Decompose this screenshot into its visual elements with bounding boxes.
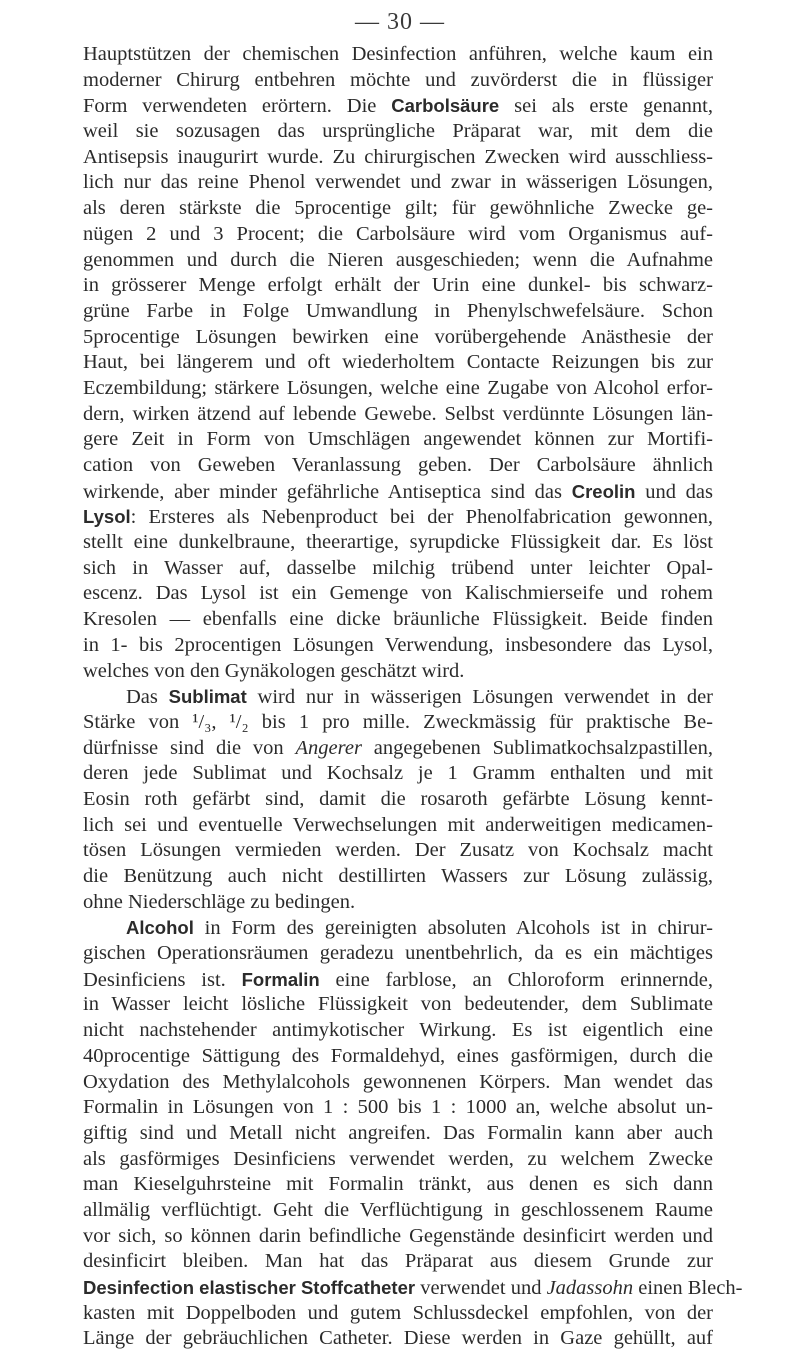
- text-run: Das: [126, 686, 169, 709]
- text-run: dern, wirken ätzend auf lebende Gewebe. Selbst verdünnte Lösungen län-: [83, 402, 713, 425]
- text-line: [83, 453, 713, 479]
- text-run: ohne Niederschläge zu bedingen.: [83, 890, 356, 913]
- text-line: [83, 273, 713, 299]
- text-run: cation von Geweben Veranlassung geben. Der Carbolsäure ähnlich: [83, 454, 713, 476]
- text-line: [83, 1121, 713, 1147]
- text-run: nicht nachstehender antimykotischer Wirkung. Es ist eigentlich eine: [83, 1019, 713, 1042]
- keyword-term: Lysol: [83, 506, 131, 528]
- text-run: angegebenen Sublimatkochsalzpastillen,: [361, 736, 713, 759]
- text-line: [83, 119, 713, 145]
- text-line: [83, 710, 713, 736]
- text-run: Haut, bei längerem und oft wiederholtem Contacte Reizungen bis zur: [83, 351, 713, 374]
- text-run: 40procentige Sättigung des Formaldehyd, eines gasförmigen, durch die: [83, 1044, 713, 1067]
- text-run: welches von den Gynäkologen geschätzt wird.: [83, 659, 465, 682]
- text-line: [83, 581, 713, 607]
- body-text: [83, 42, 743, 1352]
- text-run: : Ersteres als Nebenproduct bei der Phenolfabrication gewonnen,: [130, 506, 713, 529]
- text-run: deren jede Sublimat und Kochsalz je 1 Gramm enthalten und mit: [83, 762, 713, 785]
- author-name: Angerer: [295, 736, 362, 759]
- text-run: Kresolen — ebenfalls eine dicke bräunliche Flüssigkeit. Beide finden: [83, 608, 713, 631]
- text-run: sei als erste genannt,: [499, 95, 714, 118]
- text-run: escenz. Das Lysol ist ein Gemenge von Kalischmierseife und rohem: [83, 582, 713, 605]
- text-run: in grösserer Menge erfolgt erhält der Urin eine dunkel- bis schwarz-: [83, 274, 713, 297]
- text-line: [83, 967, 713, 993]
- text-line: [83, 325, 713, 351]
- text-line: [83, 222, 713, 248]
- text-line: [83, 787, 713, 813]
- text-run: nügen 2 und 3 Procent; die Carbolsäure wird vom Organismus auf-: [83, 222, 713, 245]
- text-line: [83, 1301, 713, 1327]
- text-line: [83, 248, 713, 274]
- text-run: einen Blech-: [633, 1277, 743, 1299]
- text-line: [83, 1275, 743, 1301]
- page-number: — 30 —: [355, 9, 445, 35]
- text-line: [83, 42, 713, 68]
- text-line: [83, 890, 713, 916]
- text-run: als gasförmiges Desinficiens verwendet werden, zu welchem Zwecke: [83, 1147, 713, 1170]
- text-line: [83, 145, 713, 171]
- text-line: [83, 684, 713, 710]
- keyword-term: Formalin: [241, 968, 320, 990]
- text-run: die Benützung auch nicht destillirten Wassers zur Lösung zulässig,: [83, 865, 713, 887]
- text-line: [83, 402, 713, 428]
- text-line: [83, 761, 713, 787]
- text-line: [83, 1249, 713, 1275]
- text-line: [83, 1018, 713, 1044]
- text-run: sich in Wasser auf, dasselbe milchig trübend unter leichter Opal-: [83, 556, 713, 579]
- text-run: Desinficiens ist.: [83, 968, 242, 991]
- text-run: man Kieselguhrsteine mit Formalin tränkt, aus denen es sich dann: [83, 1173, 713, 1196]
- text-run: Eczembildung; stärkere Lösungen, welche eine Zugabe von Alcohol erfor-: [83, 376, 713, 399]
- text-run: wird nur in wässerigen Lösungen verwendet in der: [246, 686, 713, 709]
- text-run: Stärke von ¹/₃, ¹/₂ bis 1 pro mille. Zweckmässig für praktische Be-: [83, 710, 713, 733]
- text-run: lich sei und eventuelle Verwechselungen mit anderweitigen medicamen-: [83, 813, 713, 836]
- text-run: gischen Operationsräumen geradezu unentbehrlich, da es ein mächtiges: [83, 942, 713, 965]
- text-line: [83, 915, 713, 941]
- text-line: [83, 659, 713, 685]
- text-line: [83, 1224, 713, 1250]
- text-run: Eosin roth gefärbt sind, damit die rosaroth gefärbte Lösung kennt-: [83, 787, 713, 810]
- text-run: Formalin in Lösungen von 1 : 500 bis 1 : 1000 an, welche absolut un-: [83, 1096, 713, 1119]
- text-run: verwendet und: [415, 1277, 547, 1299]
- text-run: kasten mit Doppelboden und gutem Schlussdeckel empfohlen, von der: [83, 1301, 713, 1324]
- text-run: allmälig verflüchtigt. Geht die Verflüchtigung in geschlossenem Raume: [83, 1198, 713, 1221]
- text-line: [83, 196, 713, 222]
- text-run: desinficirt bleiben. Man hat das Präparat aus diesem Grunde zur: [83, 1250, 713, 1273]
- text-line: [83, 633, 713, 659]
- text-run: in Wasser leicht lösliche Flüssigkeit von bedeutender, dem Sublimate: [83, 993, 713, 1016]
- keyword-term: Creolin: [571, 480, 636, 502]
- text-line: [83, 992, 713, 1018]
- text-run: grüne Farbe in Folge Umwandlung in Phenylschwefelsäure. Schon: [83, 299, 713, 322]
- text-run: lich nur das reine Phenol verwendet und zwar in wässerigen Lösungen,: [83, 171, 713, 194]
- text-line: [83, 813, 713, 839]
- text-line: [83, 299, 713, 325]
- text-run: Hauptstützen der chemischen Desinfection anführen, welche kaum ein: [83, 43, 713, 65]
- text-line: [83, 427, 713, 453]
- author-name: Jadassohn: [546, 1277, 634, 1299]
- text-line: [83, 504, 713, 530]
- text-run: in 1- bis 2procentigen Lösungen Verwendung, insbesondere das Lysol,: [83, 633, 713, 656]
- text-line: [83, 479, 713, 505]
- text-run: moderner Chirurg entbehren möchte und zuvörderst die in flüssiger: [83, 68, 713, 91]
- text-run: stellt eine dunkelbraune, theerartige, syrupdicke Flüssigkeit dar. Es löst: [83, 531, 713, 554]
- text-run: und das: [635, 480, 713, 503]
- text-run: giftig sind und Metall nicht angreifen. Das Formalin kann aber auch: [83, 1121, 713, 1144]
- text-line: [83, 530, 713, 556]
- text-run: wirkende, aber minder gefährliche Antiseptica sind das: [83, 480, 572, 503]
- keyword-term: Desinfection elastischer Stoffcatheter: [83, 1277, 416, 1298]
- text-line: [83, 68, 713, 94]
- text-run: vor sich, so können darin befindliche Gegenstände desinficirt werden und: [83, 1224, 713, 1247]
- text-line: [83, 1044, 713, 1070]
- text-run: Oxydation des Methylalcohols gewonnenen Körpers. Man wendet das: [83, 1070, 713, 1093]
- text-run: eine farblose, an Chloroform erinnernde,: [319, 968, 713, 991]
- text-line: [83, 93, 713, 119]
- text-line: [83, 1198, 713, 1224]
- text-line: [83, 170, 713, 196]
- text-run: genommen und durch die Nieren ausgeschieden; wenn die Aufnahme: [83, 248, 713, 271]
- text-run: Antisepsis inaugurirt wurde. Zu chirurgischen Zwecken wird ausschliess-: [83, 145, 713, 168]
- text-line: [83, 376, 713, 402]
- text-line: [83, 736, 713, 762]
- text-run: in Form des gereinigten absoluten Alcohols ist in chirur-: [193, 917, 713, 940]
- keyword-term: Alcohol: [126, 917, 194, 939]
- text-line: [83, 607, 713, 633]
- keyword-term: Sublimat: [168, 686, 247, 708]
- text-line: [83, 556, 713, 582]
- text-run: als deren stärkste die 5procentige gilt; für gewöhnliche Zwecke ge-: [83, 197, 713, 220]
- text-line: [83, 1147, 713, 1173]
- text-line: [83, 350, 713, 376]
- text-run: Form verwendeten erörtern. Die: [83, 95, 392, 118]
- text-line: [83, 1326, 713, 1352]
- text-run: 5procentige Lösungen bewirken eine vorübergehende Anästhesie der: [83, 325, 713, 348]
- text-line: [83, 1172, 713, 1198]
- text-run: Länge der gebräuchlichen Catheter. Diese werden in Gaze gehüllt, auf: [83, 1327, 713, 1350]
- text-run: weil sie sozusagen das ursprüngliche Präparat war, mit dem die: [83, 120, 713, 143]
- text-run: gere Zeit in Form von Umschlägen angewendet können zur Mortifi-: [83, 428, 713, 451]
- text-line: [83, 1070, 713, 1096]
- text-line: [83, 1095, 713, 1121]
- text-line: [83, 864, 713, 890]
- keyword-term: Carbolsäure: [391, 95, 500, 117]
- text-line: [83, 941, 713, 967]
- text-line: [83, 838, 713, 864]
- text-run: dürfnisse sind die von: [83, 736, 296, 759]
- text-run: tösen Lösungen vermieden werden. Der Zusatz von Kochsalz macht: [83, 839, 713, 862]
